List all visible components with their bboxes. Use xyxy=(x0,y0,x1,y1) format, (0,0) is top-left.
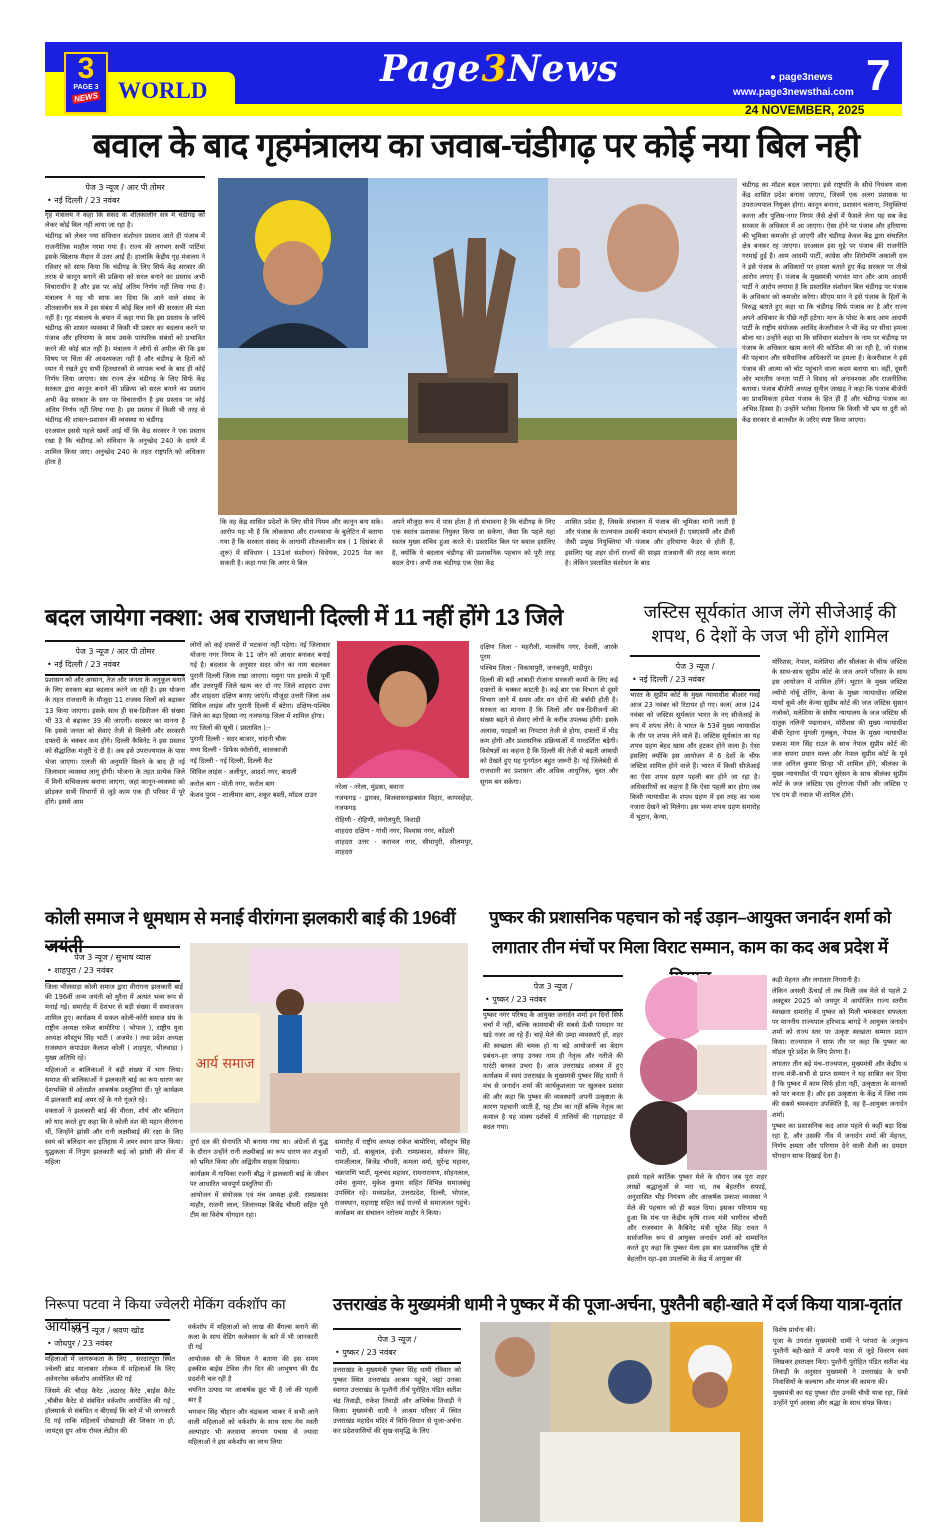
article-cji-col1: भारत के सुप्रीम कोर्ट के मुख्य न्यायाधीश बीआर गवई आज 23 नवंबर को रिटायर हो गए। कल( आज )24 नवंबर को जस्टिस सूर्यकांत भारत के नए सीजेआई के रूप में शपथ लेंगे। वे भारत के 53वें मुख्य न्यायाधीश के तौर पर शपथ लेने वाले हैं। जस्टिस सूर्यकांत का यह शपथ ग्रहण बेहद खास और हटकर होने वाला है। ऐसा इसलिए क्योंकि इस आयोजन में 6 देशों के चीफ जस्टिस शामिल होने वाले हैं। भारत में किसी सीजेआई का ऐसा शपथ ग्रहण पहली बार होने जा रहा है। अधिकारियों का कहना है कि ऐसा पहली बार होगा जब किसी न्यायाधीश के शपथ ग्रहण में इस तरह का भव्य नजारा देखने को मिलेगा। इस भव्य शपथ ग्रहण समारोह में भूटान, केन्या, xyxy=(630,691,760,822)
website-link[interactable]: www.page3newsthai.com xyxy=(733,87,854,98)
headline-delhi-districts: बदल जायेगा नक्शा: अब राजधानी दिल्ली में 11 नहीं होंगे 13 जिले xyxy=(45,604,563,630)
article-chandigarh-col4: शासित प्रदेश है, जिसके संचालन में पंजाब की भूमिका मानी जाती है और पंजाब के राज्यपाल उसकी कमान संभालते हैं। एसएसपी और डीसी जैसी प्रमुख नियुक्तियां भी पंजाब और हरियाणा कैडर से होती हैं, इसलिए यह शहर दोनों राज्यों की साझा राजधानी की तरह काम करता है। लेकिन प्रस्तावित संशोधन के बाद xyxy=(565,518,735,567)
article-jewelry-col1: महिलाओं में जागरूकता के लिए , सरदारपुरा स्थित ज्वेलरी ब्रांड मालाबार शोरूम में महिलाओं कि लिए अवेयरनेस वर्कशॉप आयोजित की गई जिसमे की चौदह कैरेट ,अठारह कैरेट ,बाईस कैरेट ,चौबीस कैरेट से संबंधित वर्कशॉप आयोजित की गई , हॉलमार्क से संबंधित व बीएसई कि बारे में भी जानकारी दि गई ताकि महिलायें धोखाधड़ी की शिकार ना हो, जायंट्स ग्रुप ऑफ रॉयल लेडीज की xyxy=(45,1355,175,1436)
district-item: नजफगढ़ - द्वारका, बिजवासनझबसंत विहार, कापसहेड़ा, नजफगढ़ xyxy=(335,794,473,813)
headline-cji: जस्टिस सूर्यकांत आज लेंगे सीजेआई की शपथ, 6 देशों के जज भी होंगे शामिल xyxy=(643,602,897,646)
byline-place: • शाहपुरा / 23 नवंबर xyxy=(47,966,114,975)
photo-dhami-puja xyxy=(480,1322,763,1522)
district-item: शाहदरा उत्तर - करावल नगर, सीमापुरी, सीलमपुर, शाहदरा xyxy=(335,838,473,857)
byline-cji xyxy=(630,655,760,691)
article-delhi-col1: प्रशासन को और आसान, तेज और जनता के अनुकूल बनाने के लिए सरकार बड़ा बदलाव करने जा रही है। इस योजना के तहत राजधानी के मौजूदा 11 राजस्व जिलों को बढ़ाकर 13 किया जाएगा। इसके साथ ही सब-डिवीजन की संख्या भी 33 से बढ़ाकर 39 की जाएगी। सरकार का मानना है कि इससे जनता को सेवाएं तेजी से मिलेंगी और सरकारी दफ्तरों के चक्कर कम होंगे। दिल्ली कैबिनेट ने इस प्रस्ताव को सैद्धांतिक मंजूरी दे दी है। अब इसे उपराज्यपाल के पास भेजा जाएगा। एलजी की अनुमति मिलने के बाद ही नई जिलावार व्यवस्था लागू होगी। योजना के तहत प्रत्येक जिले में मिनी सचिवालय बनाया जाएगा, जहां कानून-व्यवस्था को छोड़कर सभी विभागों से जुड़े काम एक ही परिसर में पूरे होंगे। इससे आम xyxy=(45,676,185,807)
logo-badge: NEWS xyxy=(73,90,99,105)
page-number: 7 xyxy=(866,51,891,100)
banner-text: आर्य समाज xyxy=(195,1056,255,1072)
photo-delhi-leader xyxy=(337,641,469,778)
social-handle[interactable]: ● page3news xyxy=(770,72,833,83)
headline-jewelry-workshop: निरूपा पटवा ने किया ज्वेलरी मेकिंग वर्कशॉप का आयोजन xyxy=(45,1296,286,1334)
byline-dhami xyxy=(333,1328,461,1364)
headline-koli-samaj: कोली समाज ने धूमधाम से मनाई वीरांगना झलकारी बाई की 196वीं जयंती xyxy=(45,908,456,956)
byline-place: • नई दिल्ली / 23 नवंबर xyxy=(632,675,705,684)
headline-dhami-pushkar: उत्तराखंड के मुख्यमंत्री धामी ने पुष्कर में की पूजा-अर्चना, पुश्तैनी बही-खाते में दर्ज किया यात्रा-वृतांत xyxy=(333,1295,902,1314)
byline-source: पेज 3 न्यूज / xyxy=(333,1328,461,1346)
brand-pre: Page xyxy=(380,48,482,90)
district-item: रोहिणी - रोहिणी, मंगोलपुरी, किराड़ी xyxy=(335,815,421,824)
section-label: WORLD xyxy=(118,78,208,103)
brand-wordmark[interactable] xyxy=(380,48,619,90)
district-item: नरेला - नरेला, मुंडका, बवाना xyxy=(335,783,404,791)
byline-source: पेज 3 न्यूज / xyxy=(483,975,623,993)
logo-text: PAGE 3 xyxy=(73,84,99,91)
district-item: शाहदरा दक्षिण - गांधी नगर, विश्वास नगर, कोंडली xyxy=(335,826,455,835)
district-item: करोल बाग - मोती नगर, करोल बाग xyxy=(190,779,275,788)
byline-chandigarh xyxy=(45,176,205,212)
brand-num: 3 xyxy=(481,48,508,90)
photo-koli-event xyxy=(190,943,468,1133)
byline-source: पेज 3 न्यूज / xyxy=(630,655,760,673)
district-item: पुरानी दिल्ली - सदर बाजार, चांदनी चौक xyxy=(190,734,287,743)
article-dhami-col1: उत्तराखंड के मुख्यमंत्री पुष्कर सिंह धामी रविवार को पुष्कर स्थित उत्तराखंड आश्रम पहुंचे, जहां उनका स्वागत उत्तराखंड के पुश्तैनी तीर्थ पुरोहित पंडित सतीश चंद्र तिवाड़ी, राकेश तिवाड़ी और अभिषेक तिवाड़ी ने किया। मुख्यमंत्री धामी ने आश्रम परिसर में स्थित उत्तराखंड महादेव मंदिर में विधि-विधान से पूजा-अर्चना कर प्रदेशवासियों की सुख-समृद्धि के लिए xyxy=(333,1366,461,1436)
byline-jewelry xyxy=(45,1319,170,1355)
district-item: दक्षिण जिला - महरौली, मालवीय नगर, देवली, आरके पुरम xyxy=(480,643,618,662)
byline-koli xyxy=(45,946,180,982)
logo-number: 3 xyxy=(77,52,95,85)
article-pushkar-col3: कड़ी मेहनत और लगातार निगरानी है। लेकिन असली ऊँचाई तो तब मिली जब मेले से पहले 2 अक्टूबर 2025 को जयपुर में आयोजित राज्य स्तरीय स्वच्छता समारोह में पुष्कर को मिली चमकदार सफलता पर माननीय राज्यपाल हरिभाऊ बागड़े ने आयुक्त जनार्दन शर्मा को राज्य स्तर पर उत्कृष्ट स्वच्छता सम्मान प्रदान किया। राज्यपाल ने साफ तौर पर कहा कि पुष्कर का मॉडल पूरे प्रदेश के लिए प्रेरणा है। लगातार तीन बड़े मंच–राज्यपाल, मुख्यमंत्री और केंद्रीय व राज्य मंत्री–सभी से प्राप्त सम्मान ने यह साबित कर दिया है कि पुष्कर में काम सिर्फ होता नहीं, उत्कृष्टता के मानकों को पार करता है। और इस उत्कृष्टता के केंद्र में जिस नाम की सबसे चमकदार उपस्थिति है, वह है–आयुक्त जनार्दन शर्मा। पुष्कर का प्रशासनिक कद आज पहले से कहीं बड़ा दिख रहा है, और उसकी नींव में जनार्दन शर्मा की मेहनत, निर्णय क्षमता और परिणाम देने वाली शैली का दमदार योगदान साफ दिखाई देता है। xyxy=(772,976,907,1161)
paragraph: गृह मंत्रालय ने कहा कि संसद के शीतकालीन सत्र में चंडीगढ़ को लेकर कोई बिल नहीं लाया जा रहा है। xyxy=(45,211,205,230)
article-chandigarh-col5: चंडीगढ़ का मॉडल बदल जाएगा। इसे राष्ट्रपति के सीधे नियंत्रण वाला केंद्र शासित प्रदेश बनाया जाएगा, जिसमें एक अलग प्रशासक या उपराज्यपाल नियुक्त होगा। कानून बनाना, प्रशासन चलाना, नियुक्तियां करना और पुलिस-नगर निगम जैसे क्षेत्रों में फैसले लेना यह सब केंद्र सरकार के अधिकार में आ जाएगा। ऐसा होने पर पंजाब और हरियाणा की भूमिका कमजोर हो जाएगी और चंडीगढ़ केवल केंद्र द्वारा संचालित क्षेत्र बनकर रह जाएगा। दरअसल इस मुद्दे पर पंजाब की राजनीति गरमाई हुई है। आम आदमी पार्टी, कांग्रेस और शिरोमणि अकाली दल ने इसे पंजाब के अधिकारों पर हमला बताते हुए केंद्र सरकार पर तीखे आरोप लगाए हैं। पंजाब के मुख्यमंत्री भगवंत मान और आम आदमी पार्टी ने आरोप लगाया है कि प्रस्तावित संशोधन बिल चंडीगढ़ पर पंजाब के अधिकार को कमजोर करेगा। सीएम मान ने इसे पंजाब के हितों के विरुद्ध बताते हुए कहा था कि चंडीगढ़ सिर्फ पंजाब का है और राज्य अपने अधिकार के पीछे नहीं हटेगा। मान के पोस्ट के बाद आम आदमी पार्टी के राष्ट्रीय संयोजक अरविंद केजरीवाल ने भी केंद्र पर सीधा हमला बोला था। उन्होंने कहा था कि संविधान संशोधन के नाम पर चंडीगढ़ पर पंजाब के अधिकार खत्म करने की कोशिश की जा रही है, जो पंजाब की पहचान और संवैधानिक अधिकारों पर हमला है। केजरीवाल ने इसे पंजाब की आत्मा को चोट पहुंचाने वाला कदम बताया था। वहीं, दूसरी ओर भारतीय जनता पार्टी ने विवाद को अनावश्यक और राजनीतिक बताया। पंजाब बीजेपी अध्यक्ष सुनील जाखड़ ने कहा कि पंजाब बीजेपी का प्राथमिकता हमेशा पंजाब के हित ही हैं और चंडीगढ़ पंजाब का अभिन्न हिस्सा है। उन्होंने भरोसा दिलाया कि किसी भी भ्रम या दुरी को केंद्र सरकार से बातचीत के जरिए स्पष्ट किया जाएगा। xyxy=(742,181,907,424)
byline-place: • नई दिल्ली / 23 नवंबर xyxy=(47,196,120,205)
byline-delhi xyxy=(45,640,185,676)
article-koli-col3: समारोह में राष्ट्रीय अध्यक्ष राकेश बामोरिया, कौस्तुभ सिंह भाटी, डॉ. बाबूलाल, इंजी. रामप्रकाश, सोवरन सिंह, रामजीलाल, बिजेंद्र चौधरी, कमला वर्मा, सुरेन्द्र महावर, चक्रपाणि भाटी, मूलचंद महावर, रामनारायण, सोहनलाल, उमेश कुमार, मुकेश कुमार सहित विभिन्न समाजबंधु उपस्थित रहे। मध्यप्रदेश, उत्तरप्रदेश, दिल्ली, भोपाल, राजस्थान, महाराष्ट्र सहित कई राज्यों से समाजजन पहुंचे। कार्यक्रम का संचालन नरोत्तम माहौर ने किया। xyxy=(335,1138,470,1218)
paragraph: चंडीगढ़ को लेकर नया संविधान संशोधन प्रस्ताव आते ही पंजाब में राजनीतिक माहौल गरमा गया है। राज्य की लगभग सभी पार्टियां इसके खिलाफ मैदान में उतर आई हैं। हालांकि केंद्रीय गृह मंत्रालय ने रविवार को साफ किया कि चंडीगढ़ के लिए सिर्फ केंद्र सरकार की तरफ से कानून बनाने की प्रक्रिया को सरल बनाने का प्रस्ताव अभी विचाराधीन है और इस पर कोई अंतिम निर्णय नहीं लिया गया है। मंत्रालय ने यह भी साफ कर दिया कि आने वाले संसद के शीतकालीन सत्र में इस संबंध में कोई बिल लाने की सरकार की मंशा नहीं है। गृह मंत्रालय के बयान में कहा गया कि इस प्रस्ताव के जरिये चंडीगढ़ की शासन व्यवस्था में किसी भी प्रकार का बदलाव करने या पंजाब और हरियाणा के साथ उसके पारंपरिक संबंधों को प्रभावित करने की कोई बात नहीं है। मंत्रालय ने लोगों से अपील की कि इस विषय पर चिंता की आवश्यकता नहीं है और चंडीगढ़ के हितों को ध्यान में रखते हुए सभी हितधारकों से व्यापक चर्चा के बाद ही कोई निर्णय लिया जाएगा। संघ राज्य क्षेत्र चंडीगढ़ के लिए सिर्फ केंद्र सरकार द्वारा कानून बनाने की प्रक्रिया को सरल बनाने का प्रस्ताव अभी केंद्र सरकार के स्तर पर विचाराधीन है इस प्रस्ताव पर कोई अंतिम निर्णय नहीं लिया गया है। इस प्रस्ताव में किसी भी तरह से चंडीगढ़ की शासन-प्रशासन की व्यवस्था या चंडीगढ़ xyxy=(45,232,205,425)
article-koli-col2: दुर्गा दल की सेनापति भी बनाया गया था। अंग्रेजों से युद्ध के दौरान उन्होंने रानी लक्ष्मीबाई का रूप धारण कर शत्रुओं को भ्रमित किया और अद्वितीय साहस दिखाया। कार्यक्रम में गायिका रजनी बौद्ध ने झलकारी बाई के जीवन पर आधारित भावपूर्ण प्रस्तुतियां दीं। आयोजन में संयोजक एवं मंच अध्यक्ष इंजी. रामप्रकाश माहौर, राजनी लाल, जिलाध्यक्ष बिजेंद्र चौधरी सहित पूरी टीम का विशेष योगदान रहा। xyxy=(190,1138,328,1220)
article-koli-col1: जिला भीलवाड़ा कोली समाज द्वारा वीरांगना झलकारी बाई की 196वीं जन्म जयंती को मुरैना में अत्यंत भव्य रूप से मनाई गई। समारोह में देशभर से बड़ी संख्या में समाजजन शामिल हुए। कार्यक्रम में सकल कोली-कोरी समाज संघ के राष्ट्रीय अध्यक्ष राकेश बामोरिया ( भोपाल ), राष्ट्रीय युवा अध्यक्ष कौस्तुभ सिंह भाटी ( अजमेर ) तथा प्रदेश अध्यक्ष राजस्थान कंपाउंडर कैलाश कोली ( शाहपुरा, भीलवाड़ा ) मुख्य अतिथि रहे। महिलाओं व बालिकाओं ने बड़ी संख्या में भाग लिया। समाज की बालिकाओं ने झलकारी बाई का रूप धारण कर देशभक्ति से ओतप्रोत आकर्षक प्रस्तुतियां दीं। पूरे कार्यक्रम में झलकारी बाई अमर रहें के नारे गूंजते रहे। वक्ताओं ने झलकारी बाई की वीरता, शौर्य और बलिदान को याद करते हुए कहा कि वे कोली वंश की महान वीरांगना थीं, जिन्होंने झांसी और रानी लक्ष्मीबाई की रक्षा के लिए स्वयं को बलिदान कर इतिहास में अमर स्थान प्राप्त किया। युद्धकला में निपुण झलकारी बाई को झांसी की सेना में महिला xyxy=(45,983,183,1167)
district-item: पश्चिम जिला - विकासपुरी, जनकपुरी, मादीपुर। xyxy=(480,664,593,673)
article-pushkar-col1: पुष्कर नगर परिषद के आयुक्त जनार्दन शर्मा इन दिनों सिर्फ चर्चा में नहीं, बल्कि कामयाबी की सबसे ऊँची पायदान पर खड़े नजर आ रहे हैं। चाहे मेले की उम्दा व्यवस्थाएँ हों, शहर की स्वच्छता की चमक हो या बड़े आयोजनों का बेदाग प्रबंधन–हर जगह उनका नाम ही नेतृत्व और नतीजे की गारंटी बनकर उभरा है। आज उत्तराखंड आश्रम में हुए कार्यक्रम में स्वयं उत्तराखंड के मुख्यमंत्री पुष्कर सिंह धामी ने मंच से जनार्दन शर्मा की कार्यकुशलता पर खुलकर प्रशंसा की और कहा कि पुष्कर की व्यवस्थाएँ अपनी उत्कृष्टता के कारण पहचानी जाती हैं, यह टीम का नहीं बल्कि नेतृत्व का कमाल है यह वाक्य दर्शकों में तालियों की गड़गड़ाहट में बदल गया। xyxy=(483,1011,623,1132)
headline-pushkar-commissioner: पुष्कर की प्रशासनिक पहचान को नई उड़ान–आयुक्त जनार्दन शर्मा को लगातार तीन मंचों पर मिला विराट सम्मान, काम का कद अब प्रदेश में xyxy=(489,908,891,957)
byline-source: पेज 3 न्यूज / आर पी तोमर xyxy=(45,640,185,658)
photo-chandigarh-leaders-monument xyxy=(218,178,737,515)
headline-chandigarh: बवाल के बाद गृहमंत्रालय का जवाब-चंडीगढ़ पर कोई नया बिल नही xyxy=(92,127,860,165)
byline-place: • पुष्कर / 23 नवंबर xyxy=(335,1348,397,1357)
byline-place: • नई दिल्ली / 23 नवंबर xyxy=(47,660,120,669)
photo-pushkar-awards xyxy=(627,975,767,1170)
article-pushkar-col2: इससे पहले कार्तिक पुष्कर मेले के दौरान जब पूरा शहर लाखों श्रद्धालुओं से भरा था, तब बेहतरीन सफाई, अनुशासित भीड़ नियंत्रण और आकर्षक प्रकाश व्यवस्था ने मेले की पहचान को ही बदल दिया। इसका परिणाम यह हुआ कि मंच पर केंद्रीय कृषि राज्य मंत्री भागीरथ चौधरी और राजस्थान के कैबिनेट मंत्री सुरेश सिंह रावत ने सार्वजनिक रूप से आयुक्त जनार्दन शर्मा को सम्मानित करते हुए कहा कि पुष्कर मेला इस बार प्रशासनिक दृष्टि से बेहतरीन रहा–इस उपलब्धि के केंद्र में आयुक्त की xyxy=(627,1173,767,1263)
byline-place: • पुष्कर / 23 नवंबर xyxy=(485,995,547,1004)
page3-logo[interactable] xyxy=(64,52,108,114)
byline-pushkar xyxy=(483,975,623,1011)
district-item: केशव पुरम - शालीमार बाग, शकूर बस्ती, मॉडल टाउन xyxy=(190,790,317,799)
byline-source: पेज 3 न्यूज / श्रवण खोड xyxy=(45,1319,170,1337)
article-delhi-col2: लोगों को कई दफ्तरों में भटकना नहीं पड़ेगा। नई जिलावार योजना नगर निगम के 11 जोन को आधार बनाकर बनाई गई है। बदलाव के अनुसार सदर जोन का नाम बदलकर पुरानी दिल्ली जिला रखा जाएगा। यमुना पार इलाके में पूर्वी और उत्तरपूर्वी जिले खत्म कर दो नए जिले शाहदरा उत्तर और शाहदरा दक्षिण बनाए जाएंगे। मौजूदा उत्तरी जिला अब सिविल लाइंस और पुरानी दिल्ली में बंटेगा। दक्षिण-पश्चिम जिले का बड़ा हिस्सा नए नजफगढ़ जिला में शामिल होगा। नए जिलों की सूची ( प्रस्तावित ):- पुरानी दिल्ली - सदर बाजार, चांदनी चौक मध्य दिल्ली - डिफेंस कॉलोनी, कालकाजी नई दिल्ली - नई दिल्ली, दिल्ली कैंट सिविल लाइंस - अलीपुर, आदर्श नगर, बादली करोल बाग - मोती नगर, करोल बाग केशव पुरम - शालीमार बाग, शकूर बस्ती, मॉडल टाउन xyxy=(190,641,330,799)
article-dhami-col2: विशेष प्रार्थना की। पूजा के उपरांत मुख्यमंत्री धामी ने परंपरा के अनुरूप पुश्तैनी बही-खाते में अपनी यात्रा से जुड़े विवरण स्वयं लिखकर हस्ताक्षर किए। पुश्तैनी पुरोहित पंडित सतीश चंद्र तिवाड़ी के अनुसार मुख्यमंत्री ने उत्तराखंड के सभी निवासियों के कल्याण और मंगल की कामना की। मुख्यमंत्री का यह पुष्कर दौरा उनकी चौथी यात्रा रहा, जिसे उन्होंने पूर्ण आस्था और श्रद्धा के साथ संपन्न किया। xyxy=(773,1326,908,1408)
article-chandigarh-col3: अपने मौजूदा रूप में पास होता है तो संभावना है कि चंडीगढ़ के लिए एक स्वतंत्र प्रशासक नियुक्त किया जा सकेगा, जैसा कि पहले यहां स्वतंत्र मुख्य सचिव हुआ करते थे। प्रस्तावित बिल पर बवाल इसलिए है, क्योंकि ये बदलाव चंडीगढ़ की प्रशासनिक पहचान को पूरी तरह बदल देगा। अभी तक चंडीगढ़ एक ऐसा केंद्र xyxy=(392,518,555,567)
issue-date: 24 NOVEMBER, 2025 xyxy=(745,103,865,117)
article-jewelry-col2: वर्कशॉप में महिलाओं को लाख की बैंगल्स बनाने की कला के साथ वेडिंग कलेक्शन के बारे में भी जानकारी दी गई आयोजक सी के सिंघल ने बताया की इस समय इक्कीस बाईस टेविस तीन दिन की आभूषण की ग्रैंड प्रदर्शनी चल रही है चयनित उत्पाद पर आकर्षक छूट भी है जो की पहली बार है भगवान सिंह चौहान और चंद्रकला भाकर ने सभी आने वाली महिलाओं को वर्कशॉप के साथ साथ गेम मस्ती अल्पाहार भी करवाया लगभग पचास से ज्यादा महिलाओं ने इस वर्कशॉप का लाभ लिया xyxy=(188,1323,318,1447)
article-delhi-col3 xyxy=(335,782,473,897)
article-cji-col2: मॉरिशस, नेपाल, मलेशिया और श्रीलंका के चीफ जस्टिस के साथ-साथ सुप्रीम कोर्ट के जज अपने परिवार के साथ इस आयोजन में शामिल होंगे। भूटान के मुख्य जस्टिस ल्योंपो नॉर्बू शेरिंग, केन्या के मुख्य न्यायाधीश जस्टिस मार्था कूमे और केन्या सुप्रीम कोर्ट की जज जस्टिस सुसान नजोको, मलेशिया के संघीय न्यायालय के जज जस्टिस श्री दातुक नलिनी पद्मनाथन, मॉरीशस की मुख्य न्यायाधीश बीबी रेहाना मुंगली गुलबुल, नेपाल के मुख्य न्यायाधीश प्रकाश मान सिंह राउत के साथ नेपाल सुप्रीम कोर्ट की जज सपना प्रधान मल्ल और नेपाल सुप्रीम कोर्ट के पूर्व जज अनिल कुमार सिन्हा भी शामिल होंगे, श्रीलंका के मुख्य न्यायाधीश पी पद्मन सुरेसन के साथ श्रीलंका सुप्रीम कोर्ट के जज जस्टिस एस तुरेराजा पीसी और जस्टिस ए एच एम डी नवाज भी शामिल होंगे। xyxy=(772,658,907,799)
byline-source: पेज 3 न्यूज / आर पी तोमर xyxy=(45,176,205,194)
byline-source: पेज 3 न्यूज / सुभाष व्यास xyxy=(45,946,180,964)
byline-place: • जोधपुर / 23 नवंबर xyxy=(47,1339,113,1348)
brand-post: News xyxy=(507,48,619,90)
paragraph: दरअसल इससे पहले खबरें आई थीं कि केंद्र सरकार ने एक प्रस्ताव रखा है कि चंडीगढ़ को संविधान के अनुच्छेद 240 के दायरे में शामिल किया जाए। अनुच्छेद 240 के तहत राष्ट्रपति को अधिकार होता है xyxy=(45,427,205,466)
article-chandigarh-col2: कि वह केंद्र शासित प्रदेशों के लिए सीधे नियम और कानून बना सके। आरोप यह भी है कि लोकसभा और राज्यसभा के बुलेटिन में बताया गया है कि सरकार संसद के आगामी शीतकालीन सत्र ( 1 दिसंबर से शुरू) में संविधान ( 131वां संशोधन) विधेयक, 2025 पेश कर सकती है। कहा गया कि अगर ये बिल xyxy=(220,518,383,567)
district-item: नई दिल्ली - नई दिल्ली, दिल्ली कैंट xyxy=(190,757,273,766)
article-chandigarh-col1 xyxy=(45,210,205,595)
district-item: सिविल लाइंस - अलीपुर, आदर्श नगर, बादली xyxy=(190,768,297,777)
article-delhi-col4: दक्षिण जिला - महरौली, मालवीय नगर, देवली, आरके पुरम पश्चिम जिला - विकासपुरी, जनकपुरी, मादीपुर। दिल्ली की बड़ी आबादी रोजाना सरकारी कामों के लिए कई दफ्तरों के चक्कर काटती है। कई बार एक विभाग से दूसरे विभाग जाने में समय और धन दोनों की बर्बादी होती है। सरकार का मानना है कि जिलों और सब-डिवीजनों की संख्या बढ़ने से सेवाएं लोगों के करीब उपलब्ध होंगी। इसके अलावा, फाइलों का निपटारा तेजी से होगा, दफ्तरों में भीड़ कम होगी और प्रशासनिक प्रक्रियाओं में पारदर्शिता बढ़ेगी। विशेषज्ञों का कहना है कि दिल्ली की तेजी से बढ़ती आबादी को देखते हुए यह पुनर्गठन बहुत जरूरी है। नई जिलेबंदी से राजधानी का प्रशासन और अधिक आधुनिक, चुस्त और सुगम बन सकेगा। xyxy=(480,643,618,786)
district-item: मध्य दिल्ली - डिफेंस कॉलोनी, कालकाजी xyxy=(190,746,288,755)
